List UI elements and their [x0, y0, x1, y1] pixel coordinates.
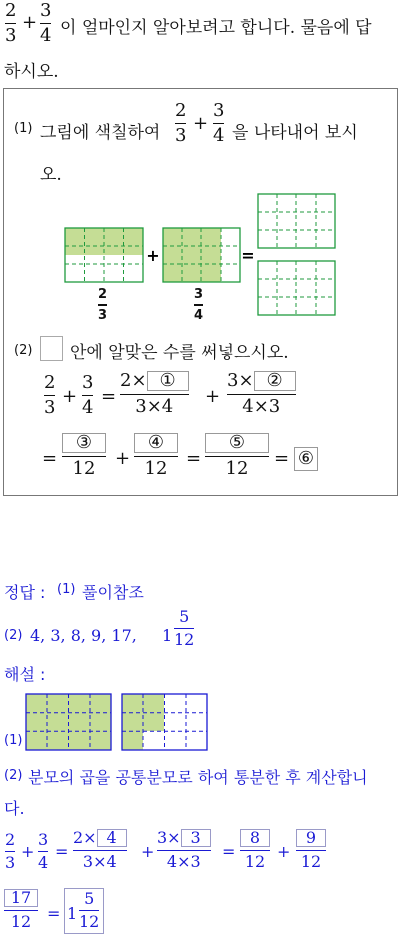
explanation-rect-b — [122, 694, 207, 750]
answer-marker-1: (1) — [57, 582, 76, 597]
answer-mixed-fraction: 5 12 — [174, 607, 195, 650]
answer-slot-5[interactable]: ⑤ — [205, 433, 269, 453]
blank-box — [40, 336, 63, 361]
eq-frac-2-3: 2 3 — [44, 372, 56, 419]
exp2-mixed-fraction: 5 12 — [79, 889, 100, 932]
q1-text-a: 그림에 색칠하여 — [40, 123, 161, 143]
eq2-equals-3: = — [274, 448, 290, 469]
q1-text-b: 을 나타내어 보시 — [232, 123, 358, 143]
q1-plus-sign: + — [193, 113, 209, 134]
q1-fraction-2-3: 2 3 — [175, 100, 187, 147]
answer-marker-2: (2) — [4, 628, 23, 643]
eq-plus: + — [62, 386, 78, 407]
explanation-marker-2: (2) — [4, 768, 23, 783]
figure-equals: = — [241, 246, 255, 265]
exp2-whole: 1 — [67, 904, 78, 923]
exp-frac-2-3: 2 3 — [5, 830, 16, 873]
explanation-text-1: 분모의 곱을 공통분모로 하여 통분한 후 계산합니 — [28, 768, 368, 787]
exp-frac-d: 9 12 — [296, 829, 326, 870]
answer-slot-3[interactable]: ③ — [62, 433, 106, 453]
figure-label-3-4: 3 4 — [194, 287, 204, 323]
plus-sign: + — [22, 12, 38, 33]
answer-label: 정답 : — [4, 583, 46, 602]
exp-plus-3: + — [277, 842, 291, 861]
exp2-equals: = — [47, 904, 61, 923]
exp2-frac-17-12: 17 12 — [4, 889, 38, 930]
eq2-equals-2: = — [186, 448, 202, 469]
answer-slot-2[interactable]: ② — [254, 371, 296, 391]
exp-box-b: 3 — [181, 829, 211, 847]
eq-frac-b: 3× ② 4×3 — [227, 371, 296, 416]
fraction-2-3: 2 3 — [5, 0, 17, 47]
exp-equals-2: = — [222, 842, 236, 861]
exp-frac-a: 2× 4 3×4 — [73, 829, 127, 870]
figure-rect-3-4 — [163, 228, 240, 282]
eq2-frac-e: ⑤ 12 — [205, 433, 269, 478]
exp-equals: = — [55, 842, 69, 861]
exp-plus: + — [21, 842, 35, 861]
figure-label-2-3: 2 3 — [98, 287, 108, 323]
exp-frac-b: 3× 3 4×3 — [157, 829, 211, 870]
figure-plus: + — [146, 246, 160, 265]
exp-frac-3-4: 3 4 — [38, 830, 49, 873]
exp-box-d: 9 — [296, 829, 326, 847]
eq2-plus: + — [115, 448, 131, 469]
figure-rect-2-3 — [65, 228, 143, 282]
q1-text-c: 오. — [40, 165, 62, 185]
explanation-label: 해설 : — [4, 665, 46, 684]
problem-text-line2: 하시오. — [4, 62, 59, 82]
exp-plus-2: + — [141, 842, 155, 861]
exp2-box-17: 17 — [4, 889, 38, 907]
explanation-text-2: 다. — [4, 799, 25, 818]
problem-text-line1: 이 얼마인지 알아보려고 합니다. 물음에 답 — [60, 18, 372, 38]
explanation-figure — [24, 692, 214, 754]
exp-frac-c: 8 12 — [240, 829, 270, 870]
q2-marker: (2) — [14, 343, 33, 358]
answer-mixed-whole: 1 — [162, 626, 173, 645]
q1-fraction-3-4: 3 4 — [213, 100, 225, 147]
answer-slot-6[interactable]: ⑥ — [294, 447, 318, 471]
figure-result-top — [258, 194, 335, 248]
exp-box-a: 4 — [97, 829, 127, 847]
answer-slot-1[interactable]: ① — [147, 371, 189, 391]
figure-result-bottom — [258, 261, 335, 315]
q2-text: 안에 알맞은 수를 써넣으시오. — [70, 343, 289, 363]
eq-frac-3-4: 3 4 — [82, 372, 94, 419]
answer-slot-4[interactable]: ④ — [134, 433, 178, 453]
explanation-rect-a — [26, 694, 111, 750]
eq-equals: = — [101, 386, 117, 407]
explanation-marker-1: (1) — [4, 733, 23, 748]
q1-marker: (1) — [14, 121, 33, 136]
eq2-frac-c: ③ 12 — [62, 433, 106, 478]
fraction-3-4: 3 4 — [40, 0, 52, 47]
exp-box-c: 8 — [240, 829, 270, 847]
eq2-equals: = — [42, 448, 58, 469]
answer-values: 4, 3, 8, 9, 17, — [30, 626, 137, 645]
answer-text: 풀이참조 — [82, 583, 144, 602]
eq-frac-a: 2× ① 3×4 — [120, 371, 189, 416]
eq2-frac-d: ④ 12 — [134, 433, 178, 478]
eq-plus-2: + — [205, 386, 221, 407]
